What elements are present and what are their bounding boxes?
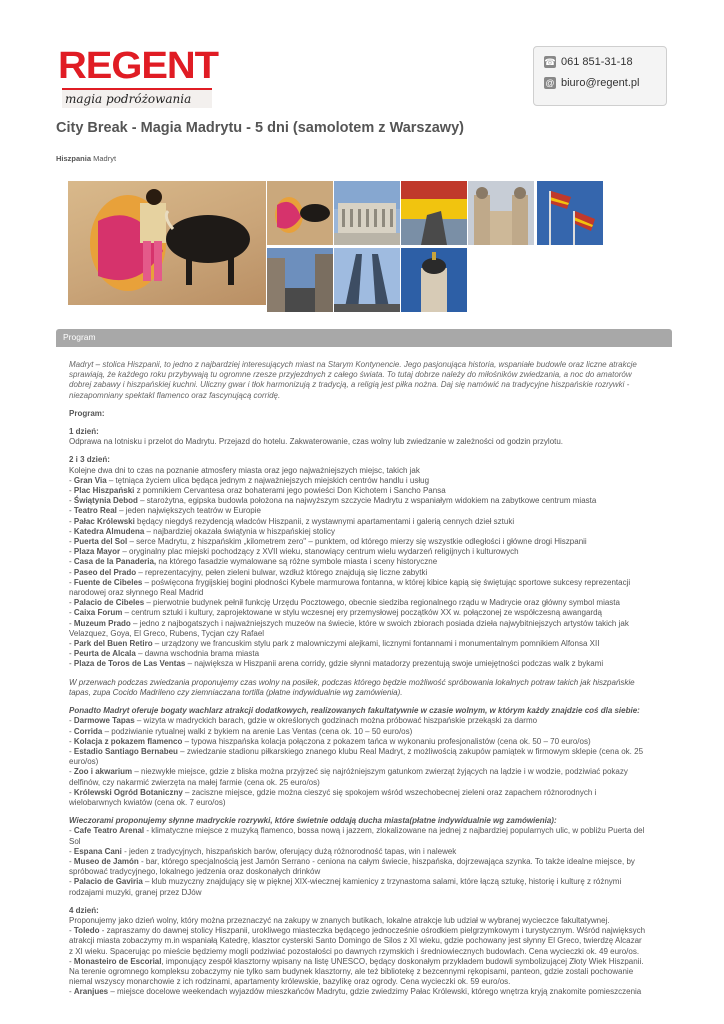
list-item: - Caixa Forum – centrum sztuki i kultury, zaprojektowane w stylu wczesnej ery przemysłowej początków XX w. połączonej ze współczesną awangardą: [69, 608, 602, 618]
list-item-name: Estadio Santiago Bernabeu: [73, 746, 178, 756]
list-item-text: – centrum sztuki i kultury, zaprojektowane w stylu wczesnej ery przemysłowej początków XX w. połączonej ze współczesną awangardą: [122, 608, 602, 618]
list-item-name: Fuente de Cibeles: [73, 577, 143, 587]
list-item-name: Kolacja z pokazem flamenco: [73, 736, 183, 746]
list-item: - Plac Hiszpański z pomnikiem Cervantesa oraz bohaterami jego powieści Don Kichotem i Sancho Pansa: [69, 486, 446, 496]
extras-list: [69, 716, 647, 808]
list-item-name: Muzeum Prado: [73, 618, 131, 628]
list-item: - Pałac Królewski będący niegdyś rezydencją władców Hiszpanii, z wystawnymi apartamentami i galerią cennych dzieł sztuki: [69, 516, 515, 526]
breadcrumb-country[interactable]: Hiszpania: [56, 154, 92, 163]
list-item: - Park del Buen Retiro – urządzony we francuskim stylu park z malowniczymi alejkami, licznymi fontannami i monumentalnym pomnikiem Alfonsa XII: [69, 639, 600, 649]
thumb-palace-art: [334, 181, 400, 245]
list-item-name: Monasteiro de Escorial: [73, 956, 162, 966]
list-item-name: Teatro Real: [73, 506, 117, 516]
list-item-text: - zapraszamy do dawnej stolicy Hiszpanii, urokliwego miasteczka będącego jednocześnie ośrodkiem pielgrzymkowym i turystycznym. Wśród najwięksych atrakcji miasta zobaczymy m.in wspaniałą Katedrę, klasztor cysterski Santo Domingo de Silos z XI wieku, gdzie pochowany jest słynny El Greco, twierdzę Alcazar z XI wieku. Spacerując po mieście będziemy mogli podziwiać pozostałości po dawnych rzymskich i średniowiecznych budowlach. Cena wycieczki ok. 49 euro/os.: [69, 926, 646, 956]
list-item-name: Park del Buen Retiro: [73, 639, 153, 649]
list-item-text: – pierwotnie budynek pełnił funkcję Urzędu Pocztowego, obecnie siedziba regionalnego rządu w Madrycie oraz główny symbol miasta: [144, 598, 620, 608]
list-item-text: – poświęcona frygijskiej bogini płodności Kybele marmurowa fontanna, w której kibice kąpią się świętując sportowe sukcesy reprezentacji narodowej oraz słynnego Real Madrid: [69, 577, 631, 598]
list-item-text: – tętniąca życiem ulica będąca jednym z najważniejszych miejskich centrów handlu i usług: [106, 475, 430, 485]
list-item: - Palacio de Cibeles – pierwotnie budynek pełnił funkcję Urzędu Pocztowego, obecnie siedziba regionalnego rządu w Madrycie oraz główny symbol miasta: [69, 598, 620, 608]
day4-excursions-list: [69, 926, 647, 997]
day4-title: 4 dzień:: [69, 905, 99, 915]
list-item: - Gran Via – tętniąca życiem ulica będąca jednym z najważniejszych miejskich centrów handlu i usług: [69, 475, 430, 485]
list-item: - Świątynia Debod – starożytna, egipska budowla położona na najwyższym szczycie Madrytu z wspaniałym widokiem na zabytkowe centrum miasta: [69, 496, 597, 506]
list-item-name: Plac Hiszpański: [73, 486, 135, 496]
list-item: - Cafe Teatro Arenal - klimatyczne miejsce z muzyką flamenco, bossa nową i jazzem, zlokalizowane na jednej z najbardziej popularnych ulic, w pobliżu Puerta del Sol: [69, 826, 645, 846]
list-item-text: – miejsce docelowe weekendach wyjazdów mieszkańców Madrytu, gdzie zwiedzimy Pałac Królewski, którego wnętrza kryją znakomite pomieszczenia: [108, 987, 642, 997]
list-item-text: – starożytna, egipska budowla położona na najwyższym szczycie Madrytu z wspaniałym widokiem na zabytkowe centrum miasta: [137, 496, 597, 506]
list-item-name: Caixa Forum: [73, 608, 123, 618]
list-item: - Kolacja z pokazem flamenco – typowa hiszpańska kolacja połączona z pokazem tańca w wykonaniu profesjonalistów (cena ok. 50 – 70 euro/os): [69, 736, 591, 746]
logo-tagline: magia podróżowania: [65, 92, 192, 106]
list-item: - Monasteiro de Escorial, imponujący zespół klasztorny wpisany na listę UNESCO, będący doskonałym przykładem budowli symbolizującej Złoty Wiek Hiszpanii. Na terenie ogromnego kompleksu zobaczymy nie tylko sam budynek klasztorny, ale też bibliotekę z bezcennymi rękopisami, panteon, gdzie zostali pochowanie niemal wszyscy monarchowie z ich rodzinami, apartamenty królewskie, bazylikę oraz ogrody. Cena wycieczki ok. 59 euro/os.: [69, 956, 644, 987]
breadcrumb-city[interactable]: Madryt: [93, 154, 117, 163]
list-item-text: z pomnikiem Cervantesa oraz bohaterami jego powieści Don Kichotem i Sancho Pansa: [134, 486, 446, 496]
thumb-flags-art: [537, 181, 603, 245]
list-item: - Toledo - zapraszamy do dawnej stolicy Hiszpanii, urokliwego miasteczka będącego jednocześnie ośrodkiem pielgrzymkowym i turystycznym. Wśród najwięksych atrakcji miasta zobaczymy m.in wspaniałą Katedrę, klasztor cysterski Santo Domingo de Silos z XI wieku, gdzie pochowany jest słynny El Greco, twierdzę Alcazar z XI wieku. Spacerując po mieście będziemy mogli podziwiać pozostałości po dawnych rzymskich i średniowiecznych budowlach. Cena wycieczki ok. 49 euro/os.: [69, 926, 646, 956]
list-item: - Estadio Santiago Bernabeu – zwiedzanie stadionu piłkarskiego znanego klubu Real Madryt, z możliwością zakupów pamiątek w firmowym sklepie (cena ok. 25 euro/os): [69, 746, 644, 767]
list-item-text: – wizyta w madryckich barach, gdzie w określonych godzinach można próbować hiszpańskie przekąski za darmo: [134, 716, 538, 726]
list-item: - Corrida – podziwianie rytualnej walki z bykiem na arenie Las Ventas (cena ok. 10 – 50 euro/os): [69, 726, 413, 736]
day4-lead: Proponujemy jako dzień wolny, który można przeznaczyć na zakupy w znanych butikach, lokalne atrakcje lub udział w wybranej wycieczce fakultatywnej.: [69, 915, 610, 925]
breadcrumb: [56, 154, 116, 163]
list-item-text: , imponujący zespół klasztorny wpisany na listę UNESCO, będący doskonałym przykładem budowli symbolizującej Złoty Wiek Hiszpanii. Na terenie ogromnego kompleksu zobaczymy nie tylko sam budynek klasztorny, ale też bibliotekę z bezcennymi rękopisami, panteon, gdzie zostali pochowanie niemal wszyscy monarchowie z ich rodzinami, apartamenty królewskie, bazylikę oraz ogrody. Cena wycieczki ok. 59 euro/os.: [69, 956, 644, 987]
list-item-text: – największa w Hiszpanii arena corridy, gdzie słynni matadorzy prezentują swoje umiejętności podczas walk z bykami: [185, 659, 604, 669]
list-item-name: Corrida: [73, 726, 103, 736]
thumb-flag-art: [401, 181, 467, 245]
intro-paragraph: Madryt – stolica Hiszpanii, to jedno z najbardziej interesujących miast na Starym Kontynencie. Jego pasjonująca historia, wspaniałe budowle oraz liczne atrakcje sprawiają, że każdego roku przybywają tu ogromne rzesze przyjezdnych z całego świata. To tutaj dobrze należy do miłośników zwiedzania, a noc do amatorów dobrej zabawy i hiszpańskiej kuchni. Uliczny gwar i tłok harmonizują z tradycją, a religią jest piłka nożna. Daj się namówić na tradycyjne hiszpańskie rozrywki - niezapomniany spektakl flamenco oraz fascynującą corridę.: [69, 360, 637, 400]
day23-title: 2 i 3 dzień:: [69, 455, 110, 465]
program-label: Program: [63, 332, 96, 342]
thumb-metropolis[interactable]: [401, 248, 467, 312]
list-item: - Peurta de Alcala – dawna wschodnia brama miasta: [69, 649, 260, 659]
thumb-metropolis-art: [401, 248, 467, 312]
evenings-list: [69, 826, 647, 897]
contact-email-row: [544, 77, 639, 89]
list-item-name: Plaza Mayor: [73, 547, 121, 557]
list-item-name: Museo de Jamón: [73, 856, 139, 866]
list-item-name: Toledo: [73, 926, 100, 936]
thumb-granvia-art: [267, 248, 333, 312]
day1-title: 1 dzień:: [69, 427, 99, 437]
list-item-text: – klub muzyczny znajdujący się w pięknej XIX-wiecznej kamienicy z trzynastoma salami, które łączą sztukę, historię i kulturę z różnymi rodzajami muzyki, granej przez DJów: [69, 877, 622, 897]
thumb-towers-art: [334, 248, 400, 312]
thumb-towers[interactable]: [334, 248, 400, 312]
day23-note: W przerwach podczas zwiedzania proponujemy czas wolny na posiłek, podczas którego będzie możliwość spróbowania lokalnych potraw takich jak hiszpańskie tapas, zupa Cocido Madrileno czy ziemniaczana tortilla (płatne indywidualnie wg zamówienia).: [69, 677, 635, 697]
list-item: - Museo de Jamón - bar, którego specjalnością jest Jamón Serrano - ceniona na całym świecie, hiszpańska, dojrzewająca szynka. To także idealne miejsce, by spróbować tradycyjnego, lokalnego jedzenia oraz doskonałych drinków: [69, 856, 635, 877]
list-item-text: – najbardziej okazała świątynia w hiszpańskiej stolicy: [144, 526, 336, 536]
list-item-text: – niezwykłe miejsce, gdzie z bliska można przyjrzeć się najróżniejszym gatunkom zwierząt żyjących na lądzie i w wodzie, podziwiać pokazy delfinów, czy nakarmić zwierzęta na małej farmie (cena ok. 25 euro/os): [69, 767, 628, 787]
list-item-text: – jeden największych teatrów w Europie: [116, 506, 261, 516]
list-item: - Plaza Mayor – oryginalny plac miejski pochodzący z XVII wieku, stanowiący centrum wielu wydarzeń religijnych i kulturowych: [69, 547, 519, 557]
thumb-royal-palace[interactable]: [334, 181, 400, 245]
list-item-text: - bar, którego specjalnością jest Jamón Serrano - ceniona na całym świecie, hiszpańska, dojrzewająca szynka. To także idealne miejsce, by spróbować tradycyjnego, lokalnego jedzenia oraz doskonałych drinków: [69, 856, 635, 877]
main-photo-matador[interactable]: [68, 181, 266, 305]
list-item: - Zoo i akwarium – niezwykłe miejsce, gdzie z bliska można przyjrzeć się najróżniejszym gatunkom zwierząt żyjących na lądzie i w wodzie, podziwiać pokazy delfinów, czy nakarmić zwierzęta na małej farmie (cena ok. 25 euro/os): [69, 767, 628, 787]
list-item-name: Peurta de Alcala: [73, 649, 136, 659]
contact-phone-row: [544, 56, 633, 68]
list-item: - Puerta del Sol – serce Madrytu, z hiszpańskim „kilometrem zero" – punktem, od którego mierzy się wszystkie odległości i główne drogi Hiszpanii: [69, 537, 587, 547]
list-item-text: – jedno z najbogatszych i najważniejszych muzeów na świecie, które w swoich zbiorach posiada dzieła najwybitniejszych artystów takich jak Velazquez, Goya, El Greco, Rubens, Tycjan czy Rafael: [69, 618, 629, 638]
thumb-gran-via[interactable]: [267, 248, 333, 312]
list-item-name: Plaza de Toros de Las Ventas: [73, 659, 186, 669]
list-item-name: Espana Cani: [73, 846, 122, 856]
list-item-text: będący niegdyś rezydencją władców Hiszpanii, z wystawnymi apartamentami i galerią cennych dzieł sztuki: [134, 516, 515, 526]
list-item-text: – podziwianie rytualnej walki z bykiem na arenie Las Ventas (cena ok. 10 – 50 euro/os): [102, 726, 413, 736]
list-item-name: Katedra Almudena: [73, 526, 145, 536]
list-item-name: Królewski Ogród Botaniczny: [73, 787, 183, 797]
list-item-text: – dawna wschodnia brama miasta: [135, 649, 260, 659]
list-item: - Fuente de Cibeles – poświęcona frygijskiej bogini płodności Kybele marmurowa fontanna, w której kibice kąpią się świętując sportowe sukcesy reprezentacji narodowej oraz słynnego Real Madrid: [69, 577, 631, 598]
logo-brand: REGENT: [58, 45, 218, 87]
list-item: - Espana Cani - jeden z tradycyjnych, hiszpańskich barów, oferujący dużą różnorodność tapas, win i nalewek: [69, 846, 457, 856]
contact-phone[interactable]: 061 851-31-18: [561, 56, 633, 68]
list-item-name: Cafe Teatro Arenal: [73, 826, 145, 836]
thumb-matador-art: [267, 181, 333, 245]
at-icon: @: [545, 78, 555, 88]
contact-email[interactable]: biuro@regent.pl: [561, 77, 640, 89]
extras-heading: Ponadto Madryt oferuje bogaty wachlarz atrakcji dodatkowych, realizowanych fakultatywnie w czasie wolnym, w którym każdy znajdzie coś dla siebie:: [69, 706, 640, 716]
day23-attractions-list: [69, 476, 647, 670]
list-item-name: Paseo del Prado: [73, 567, 137, 577]
list-item: - Paseo del Prado – reprezentacyjny, pełen zieleni bulwar, wzdłuż którego znajdują się liczne zabytki: [69, 567, 428, 577]
list-item-name: Puerta del Sol: [73, 537, 128, 547]
matador-illustration: [68, 181, 266, 305]
program-heading: Program:: [69, 408, 105, 418]
list-item-text: – typowa hiszpańska kolacja połączona z pokazem tańca w wykonaniu profesjonalistów (cena ok. 50 – 70 euro/os): [182, 736, 591, 746]
program-section-header[interactable]: [56, 329, 672, 347]
list-item-name: Palacio de Gaviria: [73, 877, 143, 887]
thumb-cathedral[interactable]: [468, 181, 534, 245]
thumb-spanish-flags[interactable]: [537, 181, 603, 245]
list-item-name: Zoo i akwarium: [73, 767, 133, 777]
list-item-text: na którego fasadzie wymalowane są różne symbole miasta i sceny historyczne: [156, 557, 438, 567]
list-item: - Aranjues – miejsce docelowe weekendach wyjazdów mieszkańców Madrytu, gdzie zwiedzimy Pałac Królewski, którego wnętrza kryją znakomite pomieszczenia: [69, 987, 642, 997]
list-item-name: Gran Via: [73, 475, 107, 485]
day23-lead: Kolejne dwa dni to czas na poznanie atmosfery miasta oraz jego najważniejszych miejsc, takich jak: [69, 465, 420, 475]
thumb-cathedral-art: [468, 181, 534, 245]
list-item-text: – serce Madrytu, z hiszpańskim „kilometrem zero" – punktem, od którego mierzy się wszystkie odległości i główne drogi Hiszpanii: [127, 537, 587, 547]
list-item-text: – oryginalny plac miejski pochodzący z XVII wieku, stanowiący centrum wielu wydarzeń religijnych i kulturowych: [120, 547, 519, 557]
list-item-name: Świątynia Debod: [73, 496, 138, 506]
thumb-matador[interactable]: [267, 181, 333, 245]
list-item: - Teatro Real – jeden największych teatrów w Europie: [69, 506, 261, 516]
list-item-name: Aranjues: [73, 987, 109, 997]
list-item-name: Palacio de Cibeles: [73, 598, 145, 608]
list-item-name: Darmowe Tapas: [73, 716, 135, 726]
list-item-name: Casa de la Panaderia,: [73, 557, 157, 567]
list-item: - Darmowe Tapas – wizyta w madryckich barach, gdzie w określonych godzinach można próbować hiszpańskie przekąski za darmo: [69, 716, 538, 726]
list-item-text: - jeden z tradycyjnych, hiszpańskich barów, oferujący dużą różnorodność tapas, win i nalewek: [121, 846, 457, 856]
list-item: - Palacio de Gaviria – klub muzyczny znajdujący się w pięknej XIX-wiecznej kamienicy z trzynastoma salami, które łączą sztukę, historię i kulturę z różnymi rodzajami muzyki, granej przez DJów: [69, 877, 622, 897]
list-item: - Plaza de Toros de Las Ventas – największa w Hiszpanii arena corridy, gdzie słynni matadorzy prezentują swoje umiejętności podczas walk z bykami: [69, 659, 604, 669]
phone-icon: ☎: [544, 57, 556, 67]
contact-box: [533, 46, 667, 106]
logo-tagline-bar: [62, 88, 212, 108]
list-item: - Casa de la Panaderia, na którego fasadzie wymalowane są różne symbole miasta i sceny historyczne: [69, 557, 438, 567]
page-title: City Break - Magia Madrytu - 5 dni (samolotem z Warszawy): [56, 120, 464, 136]
list-item: - Muzeum Prado – jedno z najbogatszych i najważniejszych muzeów na świecie, które w swoich zbiorach posiada dzieła najwybitniejszych artystów takich jak Velazquez, Goya, El Greco, Rubens, Tycjan czy Rafael: [69, 618, 629, 638]
regent-logo[interactable]: [58, 45, 218, 108]
list-item-text: – zaciszne miejsce, gdzie można cieszyć się spokojem wśród wszechobecnej zieleni oraz zapachem różnorodnych i wielobarwnych kwiatów (cena ok. 7 euro/os): [69, 787, 597, 807]
day1-text: Odprawa na lotnisku i przelot do Madrytu. Przejazd do hotelu. Zakwaterowanie, czas wolny lub zwiedzanie w zależności od godzin przylotu.: [69, 437, 564, 447]
list-item: - Królewski Ogród Botaniczny – zaciszne miejsce, gdzie można cieszyć się spokojem wśród wszechobecnej zieleni oraz zapachem różnorodnych i wielobarwnych kwiatów (cena ok. 7 euro/os): [69, 787, 597, 807]
list-item-text: - klimatyczne miejsce z muzyką flamenco, bossa nową i jazzem, zlokalizowane na jednej z najbardziej popularnych ulic, w pobliżu Puerta del Sol: [69, 826, 645, 846]
list-item-text: – zwiedzanie stadionu piłkarskiego znanego klubu Real Madryt, z możliwością zakupów pamiątek w firmowym sklepie (cena ok. 25 euro/os): [69, 746, 644, 767]
program-content: [69, 360, 647, 998]
list-item: - Katedra Almudena – najbardziej okazała świątynia w hiszpańskiej stolicy: [69, 526, 336, 536]
thumb-flag-statue[interactable]: [401, 181, 467, 245]
list-item-name: Pałac Królewski: [73, 516, 135, 526]
list-item-text: – urządzony we francuskim stylu park z malowniczymi alejkami, licznymi fontannami i monumentalnym pomnikiem Alfonsa XII: [152, 639, 600, 649]
evenings-heading: Wieczorami proponujemy słynne madryckie rozrywki, które świetnie oddają ducha miasta(płatne indywidualnie wg zamówienia):: [69, 816, 557, 826]
list-item-text: – reprezentacyjny, pełen zieleni bulwar, wzdłuż którego znajdują się liczne zabytki: [136, 567, 428, 577]
